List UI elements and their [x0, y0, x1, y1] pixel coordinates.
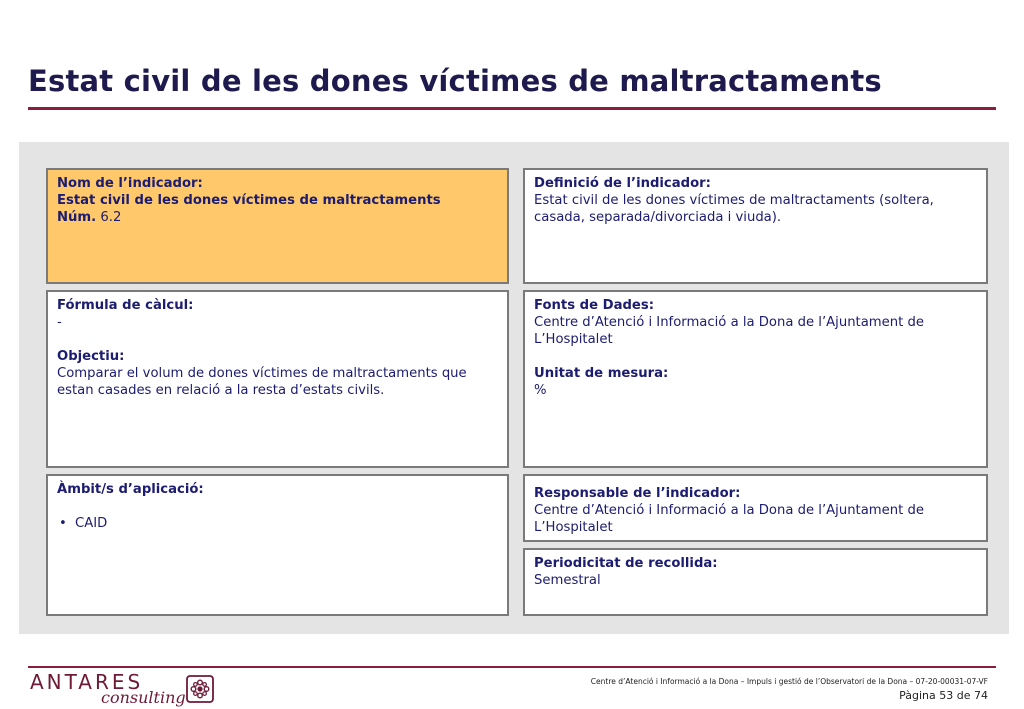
scope-box [46, 474, 509, 616]
sources-label: Fonts de Dades: [534, 298, 654, 313]
indicator-name-box [46, 168, 509, 284]
title-divider [28, 107, 996, 110]
formula-box [46, 290, 509, 468]
logo-flower-icon [186, 675, 214, 703]
page-number: Pàgina 53 de 74 [899, 689, 988, 702]
objective-label: Objectiu: [57, 349, 125, 364]
indicator-number: 6.2 [100, 210, 122, 225]
footer-divider [28, 666, 996, 668]
unit-label: Unitat de mesura: [534, 366, 669, 381]
definition-box [523, 168, 988, 284]
scope-list [57, 515, 498, 532]
periodicity-label: Periodicitat de recollida: [534, 556, 718, 571]
responsible-text: Centre d’Atenció i Informació a la Dona de l’Ajuntament de L’Hospitalet [534, 503, 924, 535]
sources-text: Centre d’Atenció i Informació a la Dona de l’Ajuntament de L’Hospitalet [534, 315, 924, 347]
indicator-name-label: Nom de l’indicador: [57, 176, 203, 191]
responsible-label: Responsable de l’indicador: [534, 486, 741, 501]
responsible-box [523, 474, 988, 542]
objective-text: Comparar el volum de dones víctimes de maltractaments que estan casades en relació a la resta d’estats civils. [57, 366, 467, 398]
unit-value: % [534, 383, 547, 398]
indicator-name: Estat civil de les dones víctimes de maltractaments [57, 193, 441, 208]
definition-label: Definició de l’indicador: [534, 176, 711, 191]
scope-item: • CAID [75, 515, 498, 532]
logo-subtitle: consulting [101, 688, 186, 707]
periodicity-box [523, 548, 988, 616]
sources-box [523, 290, 988, 468]
formula-label: Fórmula de càlcul: [57, 298, 194, 313]
page-title: Estat civil de les dones víctimes de maltractaments [28, 64, 882, 98]
definition-text: Estat civil de les dones víctimes de maltractaments (soltera, casada, separada/divorciada i viuda). [534, 193, 934, 225]
scope-label: Àmbit/s d’aplicació: [57, 482, 204, 497]
logo-wordmark: ANTARES [30, 670, 144, 694]
periodicity-value: Semestral [534, 573, 601, 588]
indicator-number-label: Núm. [57, 210, 97, 225]
formula-value: - [57, 315, 62, 330]
footer-reference: Centre d’Atenció i Informació a la Dona – Impuls i gestió de l’Observatori de la Dona – 07-20-00031-07-VF [590, 677, 988, 686]
